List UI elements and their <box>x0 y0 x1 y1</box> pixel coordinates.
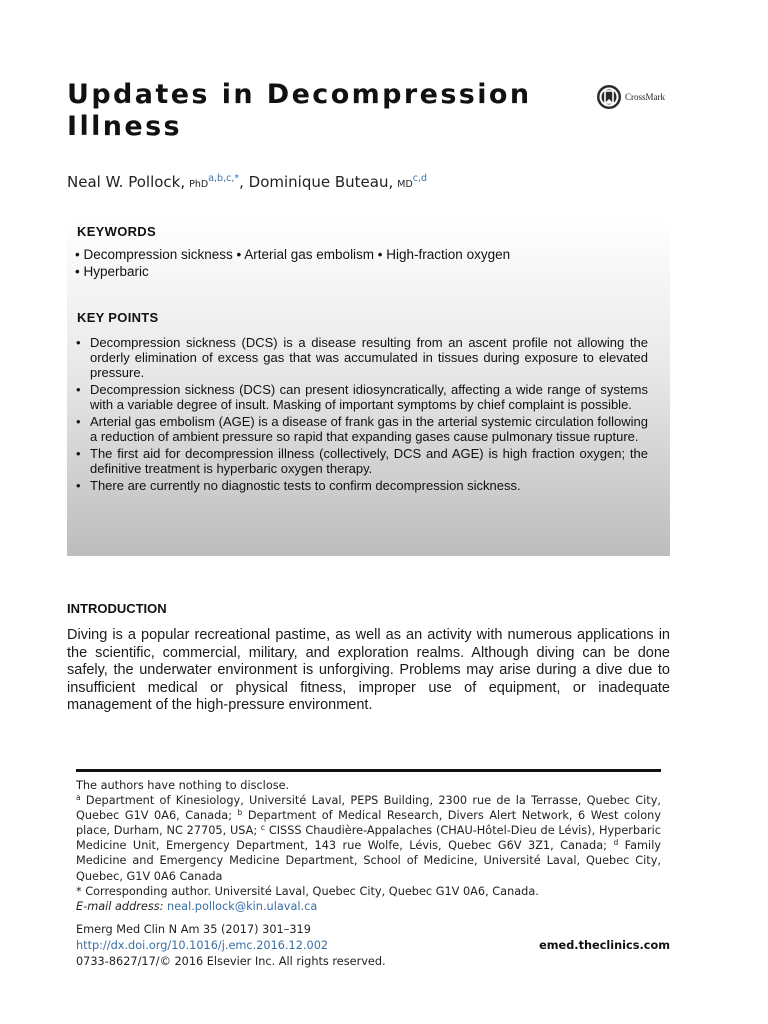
affiliation-mark: d <box>613 838 619 848</box>
doi-link[interactable]: http://dx.doi.org/10.1016/j.emc.2016.12.002 <box>76 939 329 952</box>
keywords-list <box>75 246 655 280</box>
key-point-item: • The first aid for decompression illness (collectively, DCS and AGE) is high fraction oxygen; the definitive treatment is hyperbaric oxygen therapy. <box>75 446 648 476</box>
introduction-paragraph: Diving is a popular recreational pastime, as well as an activity with numerous applications in the scientific, commercial, military, and exploration realms. Although diving can be done safely, the underwater environment is unforgiving. Problems may arise during a dive due to insufficient medical or physical fitness, improper use of equipment, or inadequate management of the high-pressure environment. <box>67 627 670 713</box>
author-affiliation-marks: a,b,c,* <box>208 173 240 184</box>
keywords-line: • Decompression sickness • Arterial gas embolism • High-fraction oxygen <box>75 247 511 262</box>
footnote-divider <box>76 769 661 772</box>
key-point-item: • Decompression sickness (DCS) can present idiosyncratically, affecting a wide range of systems with a variable degree of insult. Masking of important symptoms by chief complaint is possible. <box>75 382 648 412</box>
corresponding-author-note: * Corresponding author. Université Laval, Quebec City, Quebec G1V 0A6, Canada. <box>76 884 539 898</box>
author-affiliation-marks: c,d <box>412 173 428 184</box>
key-point-item: • Decompression sickness (DCS) is a disease resulting from an ascent profile not allowing the orderly elimination of excess gas that was accumulated in tissues during exposure to elevated pressure. <box>75 335 648 380</box>
crossmark-logo-icon <box>596 84 622 110</box>
affiliation-mark: b <box>237 808 243 818</box>
journal-citation: Emerg Med Clin N Am 35 (2017) 301–319 <box>76 923 311 936</box>
author-degree: PhD <box>189 179 209 190</box>
journal-website[interactable]: emed.theclinics.com <box>539 939 670 952</box>
crossmark-badge[interactable] <box>596 84 665 110</box>
citation-block <box>76 922 670 970</box>
footnotes <box>76 778 661 914</box>
affiliations <box>76 793 661 884</box>
author-degree: MD <box>397 179 413 190</box>
disclosure-note: The authors have nothing to disclose. <box>76 779 290 792</box>
affiliation-text: Department of Kinesiology, Université Laval, PEPS Building, 2300 rue de la Terrasse, Quebec City, Quebec G1V 0A6, Canada; <box>76 794 661 823</box>
keywords-line: • Hyperbaric <box>75 264 149 279</box>
crossmark-label: CrossMark <box>625 92 665 102</box>
key-points-heading: KEY POINTS <box>77 310 159 325</box>
article-title: Updates in Decompression Illness <box>67 79 532 142</box>
author-line <box>67 173 427 191</box>
introduction-heading: INTRODUCTION <box>67 601 167 616</box>
key-point-item: • There are currently no diagnostic tests to confirm decompression sickness. <box>75 478 648 493</box>
email-link[interactable]: neal.pollock@kin.ulaval.ca <box>167 899 318 913</box>
affiliation-mark: c <box>260 823 266 833</box>
email-label: E-mail address: <box>76 899 164 913</box>
keywords-keypoints-box <box>67 218 670 556</box>
key-points-list <box>75 335 648 495</box>
author-name: Dominique Buteau, <box>248 173 394 191</box>
affiliation-text: CISSS Chaudière-Appalaches (CHAU-Hôtel-Dieu de Lévis), Hyperbaric Medicine Unit, Emergency Department, 143 rue Wolfe, Lévis, Quebec G6V 3Z1, Canada; <box>76 824 661 853</box>
copyright-line: 0733-8627/17/© 2016 Elsevier Inc. All rights reserved. <box>76 955 386 968</box>
key-point-item: • Arterial gas embolism (AGE) is a disease of frank gas in the arterial systemic circulation following a reduction of ambient pressure so rapid that expanding gases cause pulmonary tissue rupture. <box>75 414 648 444</box>
author-name: Neal W. Pollock, <box>67 173 186 191</box>
affiliation-text: Family Medicine and Emergency Medicine Department, School of Medicine, Université Laval, Quebec City, Quebec, G1V 0A6 Canada <box>76 839 662 883</box>
affiliation-mark: a <box>76 793 81 803</box>
author-separator: , <box>239 173 244 191</box>
affiliation-text: Department of Medical Research, Divers Alert Network, 6 West colony place, Durham, NC 27705, USA; <box>76 809 662 838</box>
keywords-heading: KEYWORDS <box>77 224 156 239</box>
email-line <box>76 899 661 914</box>
